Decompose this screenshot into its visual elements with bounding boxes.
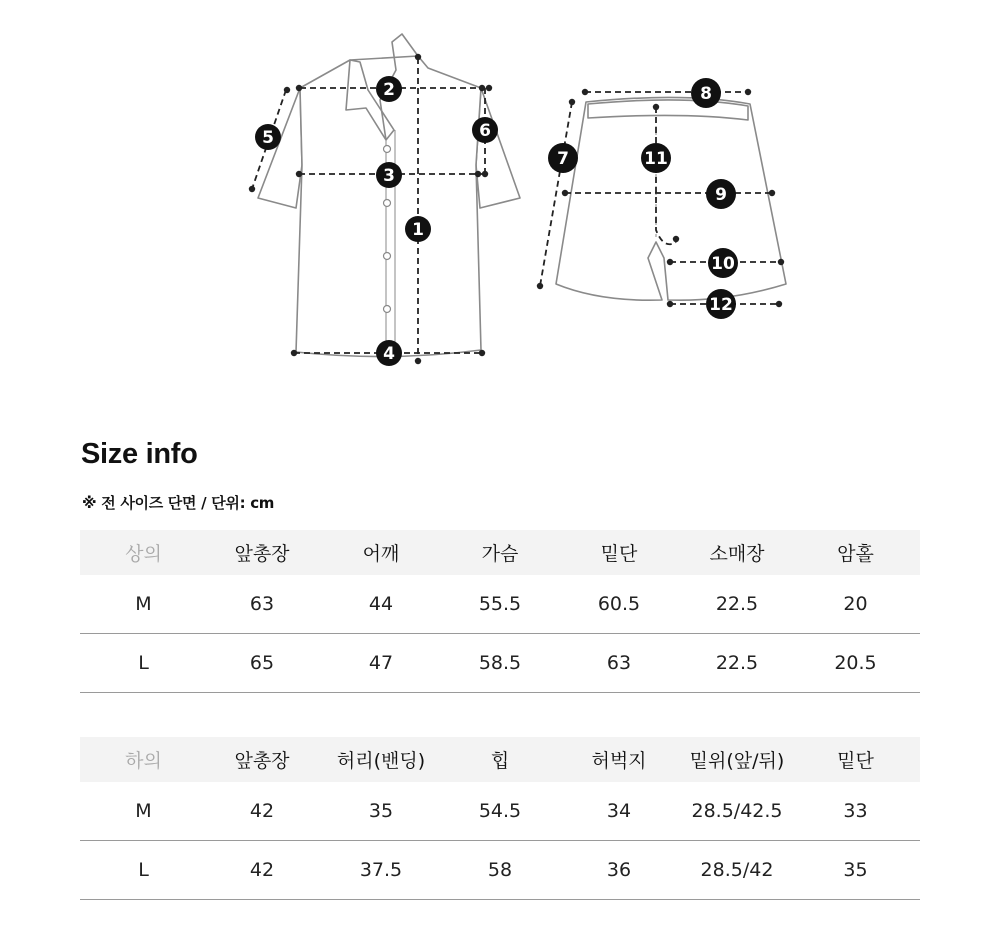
table-cell: 35 — [317, 782, 445, 841]
table-header: 허벅지 — [555, 737, 683, 782]
table-header: 앞총장 — [207, 737, 317, 782]
table-cell: 33 — [791, 782, 920, 841]
svg-text:3: 3 — [383, 166, 395, 186]
bottom-size-table — [80, 737, 920, 900]
table-header-row — [80, 737, 920, 782]
table-cell: 60.5 — [555, 575, 683, 634]
table-cell: 28.5/42 — [683, 841, 791, 900]
marker-10 — [708, 248, 738, 278]
table-header: 앞총장 — [207, 530, 317, 575]
shorts-illustration — [556, 97, 786, 300]
table-header: 하의 — [80, 737, 207, 782]
svg-text:2: 2 — [383, 80, 395, 100]
svg-text:12: 12 — [709, 295, 733, 315]
svg-text:8: 8 — [700, 84, 712, 104]
table-cell: 58.5 — [445, 634, 555, 693]
table-cell: 36 — [555, 841, 683, 900]
table-cell: 58 — [445, 841, 555, 900]
table-header: 소매장 — [683, 530, 791, 575]
table-row — [80, 782, 920, 841]
table-row — [80, 634, 920, 693]
marker-12 — [706, 289, 736, 319]
table-cell: 42 — [207, 841, 317, 900]
table-header: 암홀 — [791, 530, 920, 575]
table-row — [80, 841, 920, 900]
table-header: 허리(밴딩) — [317, 737, 445, 782]
table-cell: 47 — [317, 634, 445, 693]
table-row — [80, 575, 920, 634]
svg-text:11: 11 — [644, 149, 668, 169]
table-header: 힙 — [445, 737, 555, 782]
table-cell: 42 — [207, 782, 317, 841]
table-cell: 54.5 — [445, 782, 555, 841]
table-header: 밑위(앞/뒤) — [683, 737, 791, 782]
svg-text:10: 10 — [711, 254, 735, 274]
table-cell: 20 — [791, 575, 920, 634]
marker-4 — [376, 340, 402, 366]
marker-3 — [376, 162, 402, 188]
svg-text:9: 9 — [715, 185, 727, 205]
table-cell: 28.5/42.5 — [683, 782, 791, 841]
table-cell: 20.5 — [791, 634, 920, 693]
table-header: 밑단 — [791, 737, 920, 782]
table-cell: M — [80, 782, 207, 841]
marker-11 — [641, 143, 671, 173]
marker-8 — [691, 78, 721, 108]
table-cell: 55.5 — [445, 575, 555, 634]
table-cell: 65 — [207, 634, 317, 693]
top-size-table — [80, 530, 920, 693]
marker-1 — [405, 216, 431, 242]
table-cell: 63 — [207, 575, 317, 634]
table-cell: 44 — [317, 575, 445, 634]
table-cell: 63 — [555, 634, 683, 693]
table-cell: M — [80, 575, 207, 634]
table-cell: 22.5 — [683, 575, 791, 634]
table-header: 가슴 — [445, 530, 555, 575]
marker-6 — [472, 117, 498, 143]
table-cell: L — [80, 634, 207, 693]
section-title: Size info — [81, 438, 198, 470]
table-cell: 22.5 — [683, 634, 791, 693]
size-diagram — [0, 0, 1000, 400]
marker-5 — [255, 124, 281, 150]
unit-note: ※ 전 사이즈 단면 / 단위: cm — [82, 494, 275, 512]
svg-text:5: 5 — [262, 128, 274, 148]
svg-text:4: 4 — [383, 344, 395, 364]
marker-7 — [548, 143, 578, 173]
marker-9 — [706, 179, 736, 209]
table-cell: 34 — [555, 782, 683, 841]
table-header: 어깨 — [317, 530, 445, 575]
table-cell: L — [80, 841, 207, 900]
svg-text:7: 7 — [557, 149, 569, 169]
table-cell: 37.5 — [317, 841, 445, 900]
svg-text:6: 6 — [479, 121, 491, 141]
marker-2 — [376, 76, 402, 102]
table-header-row — [80, 530, 920, 575]
table-cell: 35 — [791, 841, 920, 900]
svg-text:1: 1 — [412, 220, 424, 240]
table-header: 밑단 — [555, 530, 683, 575]
table-header: 상의 — [80, 530, 207, 575]
